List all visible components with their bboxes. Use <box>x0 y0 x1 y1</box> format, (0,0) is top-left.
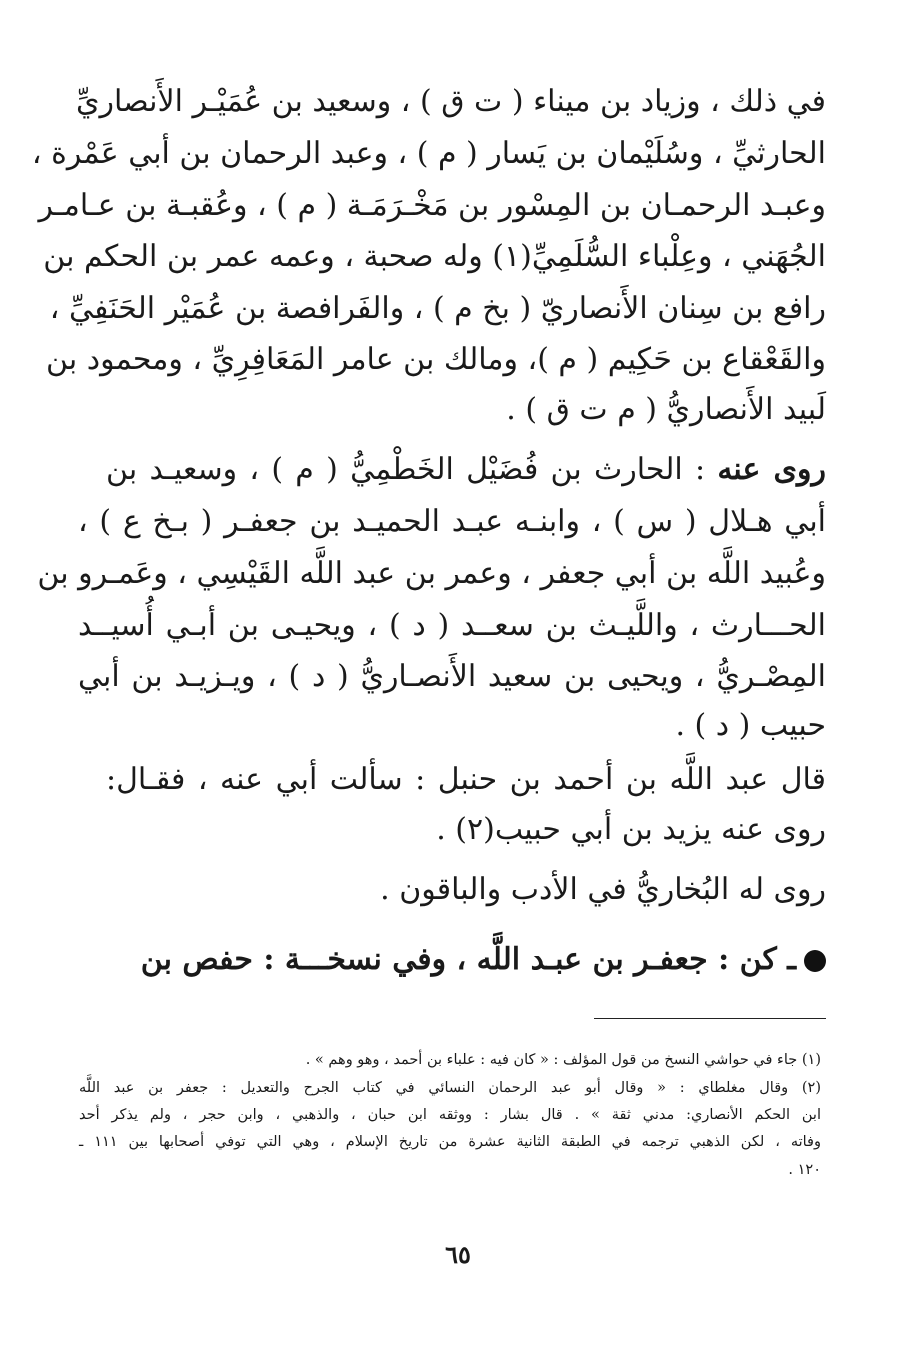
body-line: روى عنه يزيد بن أبي حبيب(٢) . <box>436 812 826 847</box>
page-number: ٦٥ <box>445 1240 471 1269</box>
body-line: وعبـد الرحمـان بن المِسْور بن مَخْـرَمَـة ( م ) ، وعُقبـة بن عـامـر <box>38 188 826 223</box>
body-line: في ذلك ، وزياد بن ميناء ( ت ق ) ، وسعيد بن عُمَيْـر الأَنصاريِّ <box>76 84 826 119</box>
body-line: لَبيد الأَنصاريُّ ( م ت ق ) . <box>506 392 826 427</box>
bullet-icon <box>804 950 826 972</box>
entry-heading-text: ـ كن : جعفـر بن عبـد اللَّه ، وفي نسخـــة : حفص بن <box>140 942 796 977</box>
body-line: المِصْـريُّ ، ويحيى بن سعيد الأَنصـاريُّ ( د ) ، ويـزيـد بن أبي <box>78 659 826 694</box>
narrators-first-line <box>106 450 826 490</box>
entry-heading-line <box>106 940 826 980</box>
body-line: الحارثيِّ ، وسُلَيْمان بن يَسار ( م ) ، وعبد الرحمان بن أبي عَمْرة ، <box>31 136 826 171</box>
body-line: قال عبد اللَّه بن أحمد بن حنبل : سألت أبي عنه ، فقـال: <box>106 762 826 797</box>
body-line: أبي هـلال ( س ) ، وابنـه عبـد الحميـد بن جعفـر ( بـخ ع ) ، <box>78 504 826 539</box>
body-line: الحـــارث ، واللَّيـث بن سعــد ( د ) ، ويحيـى بن أبـي أُسيــد <box>78 608 826 643</box>
body-line: روى له البُخاريُّ في الأدب والباقون . <box>380 872 826 907</box>
body-line: حبيب ( د ) . <box>675 708 826 743</box>
body-line: والقَعْقاع بن حَكِيم ( م )، ومالك بن عامر المَعَافِرِيِّ ، ومحمود بن <box>45 342 826 377</box>
footnote-2-line: وفاته ، لكن الذهبي ترجمه في الطبقة الثانية عشرة من تاريخ الإسلام ، وهي التي توفي أصحابها بين ١١١ ـ <box>79 1134 821 1150</box>
footnote-1: (١) جاء في حواشي النسخ من قول المؤلف : « كان فيه : علباء بن أحمد ، وهو وهم » . <box>305 1052 821 1068</box>
body-line: الجُهَني ، وعِلْباء السُّلَمِيِّ(١) وله صحبة ، وعمه عمر بن الحكم بن <box>43 239 826 274</box>
footnote-2-line: (٢) وقال مغلطاي : « وقال أبو عبد الرحمان النسائي في كتاب الجرح والتعديل : جعفر بن عبد اللَّه <box>79 1080 821 1096</box>
body-line: وعُبيد اللَّه بن أبي جعفر ، وعمر بن عبد اللَّه القَيْسِي ، وعَمـرو بن <box>37 556 826 591</box>
body-line: رافع بن سِنان الأَنصاريّ ( بخ م ) ، والفَرافصة بن عُمَيْر الحَنَفِيِّ ، <box>49 291 826 326</box>
narrators-label: روى عنه <box>717 452 827 487</box>
narrators-first-line-text: : الحارث بن فُضَيْل الخَطْمِيُّ ( م ) ، وسعيـد بن <box>106 452 718 487</box>
footnote-2-line: ١٢٠ . <box>788 1162 821 1178</box>
footnote-divider <box>594 1018 826 1019</box>
footnote-2-line: ابن الحكم الأنصاري: مدني ثقة » . قال بشار : ووثقه ابن حبان ، والذهبي ، وابن حجر ، ولم يذكر أحد <box>79 1107 821 1123</box>
